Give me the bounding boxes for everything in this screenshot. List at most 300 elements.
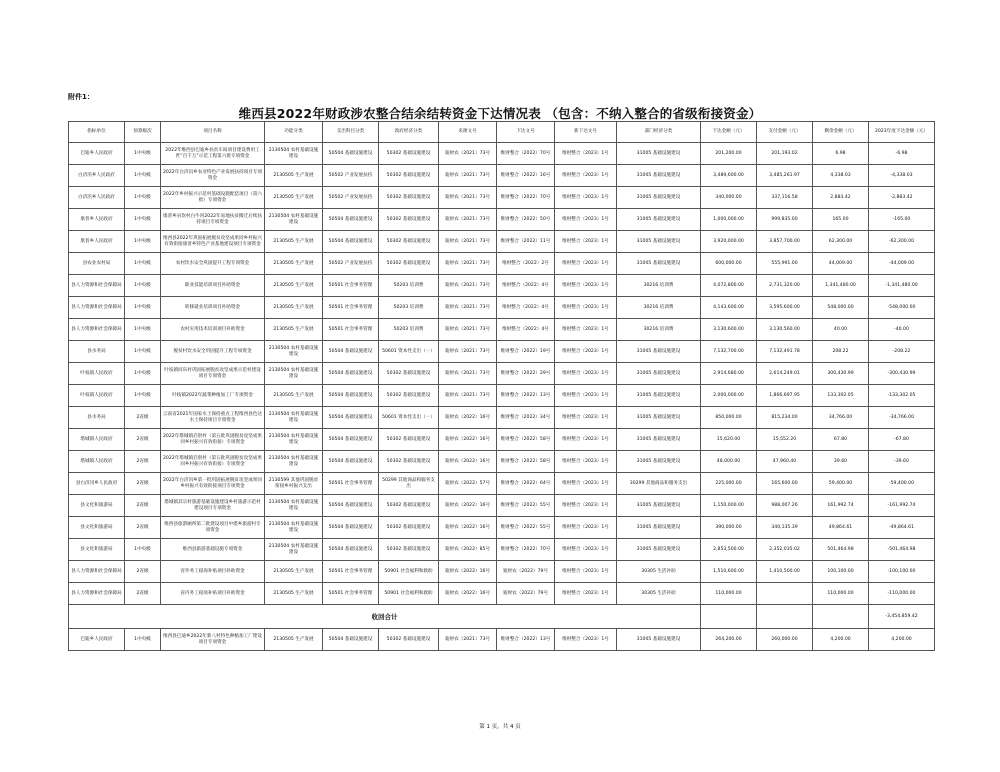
table-cell	[757, 583, 813, 605]
table-cell: 1中央级	[125, 143, 161, 165]
table-cell: 50504 基础设施建设	[323, 231, 379, 253]
table-cell: 维财整合（2022）2号	[497, 253, 555, 275]
table-cell: 50203 培训费	[379, 275, 439, 297]
table-cell: 15,620.00	[701, 429, 757, 451]
table-cell: 巴迪乡人民政府	[69, 629, 125, 651]
table-cell: 迪财农（2022）16号	[439, 561, 497, 583]
table-cell: 1,341,480.00	[813, 275, 869, 297]
table-cell: 维财整合（2023）1号	[555, 341, 617, 363]
table-cell: 548,000.00	[813, 297, 869, 319]
table-cell: 维财整合（2023）1号	[555, 473, 617, 495]
table-cell: 4,200.00	[869, 629, 935, 651]
table-cell: 维财整合（2023）1号	[555, 539, 617, 561]
table-cell: 67.80	[813, 429, 869, 451]
table-cell: 2130504 农村基础设施建设	[265, 407, 323, 429]
table-cell: -110,000.00	[869, 583, 935, 605]
table-cell: 31005 基础设施建设	[617, 451, 701, 473]
table-cell: 维财整合（2022）4号	[497, 319, 555, 341]
table-cell: -39.60	[869, 451, 935, 473]
table-cell: 340,135.39	[757, 517, 813, 539]
table-cell: 省内务工稳岗补贴项目补助资金	[161, 583, 265, 605]
table-cell: 2130505 生产发展	[265, 297, 323, 319]
table-cell: 50302 基础设施建设	[379, 517, 439, 539]
summary-label: 收回合计	[69, 605, 701, 629]
table-cell: 2130505 生产发展	[265, 319, 323, 341]
table-cell: 迪财农（2021）73号	[439, 187, 497, 209]
page-title: 维西县2022年财政涉农整合结余结转资金下达情况表 （包含：不纳入整合的省级衔接资金）	[238, 106, 762, 121]
table-cell: 31005 基础设施建设	[617, 209, 701, 231]
table-row	[69, 473, 935, 495]
table-cell: 2022年乡村振兴示范村基础设施配套项目（第六批）专项资金	[161, 187, 265, 209]
table-cell: 2130504 农村基础设施建设	[265, 495, 323, 517]
header-cell: 指标单位	[69, 122, 125, 143]
table-cell: 维财整合（2022）29号	[497, 363, 555, 385]
table-cell: 50302 基础设施建设	[379, 363, 439, 385]
table-row	[69, 517, 935, 539]
table-cell: 维财整合（2023）1号	[555, 209, 617, 231]
table-cell: 迪财农（2022）16号	[439, 517, 497, 539]
table-cell: 31005 基础设施建设	[617, 253, 701, 275]
table-row	[69, 165, 935, 187]
table-row	[69, 629, 935, 651]
table-cell: 815,234.00	[757, 407, 813, 429]
table-cell: 1中央级	[125, 319, 161, 341]
table-cell: 2,914,680.00	[701, 363, 757, 385]
table-cell: 2省级	[125, 429, 161, 451]
table-cell: 县人力资源和社会保障局	[69, 319, 125, 341]
table-cell: 50501 社会事务管理	[323, 561, 379, 583]
table-cell: 31005 基础设施建设	[617, 363, 701, 385]
table-cell: 维财整合（2023）1号	[555, 561, 617, 583]
header-row	[69, 122, 935, 143]
table-cell: 31005 基础设施建设	[617, 143, 701, 165]
table-cell: 264,200.00	[701, 629, 757, 651]
table-cell: 维西县旅游厕所第二批建设项目中塔乡旅游村专项资金	[161, 517, 265, 539]
table-cell: 3,130,560.00	[757, 319, 813, 341]
table-cell: -161,992.74	[869, 495, 935, 517]
table-cell: 31005 基础设施建设	[617, 385, 701, 407]
table-cell: 3,489,600.00	[701, 165, 757, 187]
table-cell: 133,302.05	[813, 385, 869, 407]
table-cell: 1中央级	[125, 253, 161, 275]
table-cell: 50302 基础设施建设	[379, 231, 439, 253]
table-cell: 1中央级	[125, 231, 161, 253]
table-cell: 31005 基础设施建设	[617, 495, 701, 517]
table-cell: -4,338.03	[869, 165, 935, 187]
table-cell: 迪财农（2021）73号	[439, 253, 497, 275]
table-cell: 50504 基础设施建设	[323, 495, 379, 517]
table-cell: -165.00	[869, 209, 935, 231]
table-cell: 维财整合（2023）1号	[555, 495, 617, 517]
table-cell: 维财整合（2022）4号	[497, 275, 555, 297]
table-cell: 988,007.26	[757, 495, 813, 517]
table-cell: 31005 基础设施建设	[617, 407, 701, 429]
table-cell: 260,000.00	[757, 629, 813, 651]
table-cell: 维财整合（2022）70号	[497, 187, 555, 209]
table-cell: 云南省2021年国家水土保持重点工程维西县色达水土保持项目专项资金	[161, 407, 265, 429]
table-cell: 2省级	[125, 517, 161, 539]
table-cell: 康普乡岩坎村白牛河2022年易地扶贫搬迁后续扶持项目专项资金	[161, 209, 265, 231]
table-cell: 2130505 生产发展	[265, 275, 323, 297]
header-cell: 下达金额（元）	[701, 122, 757, 143]
table-cell: 转移就业培训项目补助资金	[161, 297, 265, 319]
table-cell: 迪财农（2021）73号	[439, 629, 497, 651]
table-cell: 31005 基础设施建设	[617, 341, 701, 363]
table-cell: -1,341,480.00	[869, 275, 935, 297]
table-cell: -59,400.00	[869, 473, 935, 495]
table-cell: 3,857,700.00	[757, 231, 813, 253]
table-cell: 1中央级	[125, 187, 161, 209]
header-cell: 支付金额（元）	[757, 122, 813, 143]
table-cell: 维财整合（2023）1号	[555, 407, 617, 429]
table-cell: 1,000,000.00	[701, 209, 757, 231]
table-cell: 50504 基础设施建设	[323, 143, 379, 165]
table-cell: 555,991.00	[757, 253, 813, 275]
table-cell: 维财整合（2023）1号	[555, 297, 617, 319]
table-cell: 50601 资本性支出（一）	[379, 407, 439, 429]
table-cell: 塔城镇其宗村旅游基础设施建设乡村旅游示范村建设项目专项资金	[161, 495, 265, 517]
summary-cell	[701, 605, 757, 629]
table-cell: 30305 生活补助	[617, 561, 701, 583]
table-cell: 维财整合（2022）70号	[497, 539, 555, 561]
table-cell: 201,200.00	[701, 143, 757, 165]
table-cell: -208.22	[869, 341, 935, 363]
table-cell: 维财整合（2023）1号	[555, 275, 617, 297]
table-cell: 迪财农（2022）57号	[439, 473, 497, 495]
table-cell: 50502 产业发展扶持	[323, 187, 379, 209]
table-cell: 1中央级	[125, 275, 161, 297]
table-row	[69, 385, 935, 407]
table-cell: 2130504 农村基础设施建设	[265, 143, 323, 165]
table-row	[69, 561, 935, 583]
table-cell: 50504 基础设施建设	[323, 407, 379, 429]
table-cell: 50501 社会事务管理	[323, 583, 379, 605]
table-cell: 维财整合（2023）1号	[555, 319, 617, 341]
table-cell: 维财整合（2023）1号	[555, 451, 617, 473]
table-cell: 农村实用技术培训项目补助资金	[161, 319, 265, 341]
table-cell: 2130504 农村基础设施建设	[265, 517, 323, 539]
table-cell: 维财整合（2023）1号	[555, 517, 617, 539]
table-cell: 康普乡人民政府	[69, 209, 125, 231]
table-cell: 迪财农（2022）16号	[439, 429, 497, 451]
table-cell: 维财整合（2023）1号	[555, 583, 617, 605]
table-cell: 999,835.00	[757, 209, 813, 231]
table-cell: 维财整合（2022）11号	[497, 231, 555, 253]
table-cell: 50302 基础设施建设	[379, 629, 439, 651]
table-cell: 康普乡人民政府	[69, 231, 125, 253]
table-cell: 850,000.00	[701, 407, 757, 429]
table-cell: 50302 基础设施建设	[379, 429, 439, 451]
table-cell: -44,009.00	[869, 253, 935, 275]
table-cell: 50504 基础设施建设	[323, 539, 379, 561]
header-cell: 部门经济分类	[617, 122, 701, 143]
table-cell: 2省级	[125, 407, 161, 429]
table-cell: 1中央级	[125, 363, 161, 385]
table-cell: 6.98	[813, 143, 869, 165]
table-cell: 3,130,600.00	[701, 319, 757, 341]
table-cell: 2省级	[125, 451, 161, 473]
table-cell: 50302 基础设施建设	[379, 209, 439, 231]
table-cell: 50302 基础设施建设	[379, 143, 439, 165]
table-cell: 31005 基础设施建设	[617, 629, 701, 651]
table-cell: 501,464.98	[813, 539, 869, 561]
table-cell: 31005 基础设施建设	[617, 231, 701, 253]
table-cell: 1,510,600.00	[701, 561, 757, 583]
table-cell: 维财整合（2022）55号	[497, 517, 555, 539]
table-cell: 4,338.03	[813, 165, 869, 187]
table-cell: -548,000.00	[869, 297, 935, 319]
table-cell: 2,352,035.02	[757, 539, 813, 561]
table-row	[69, 451, 935, 473]
table-cell: -34,766.00	[869, 407, 935, 429]
table-cell: 白济汛乡人民政府	[69, 165, 125, 187]
table-cell: 2130505 生产发展	[265, 385, 323, 407]
annex-label: 附件1：	[68, 93, 94, 101]
table-cell: 维财整合（2023）1号	[555, 231, 617, 253]
table-cell: 44,009.00	[813, 253, 869, 275]
table-cell: 50504 基础设施建设	[323, 429, 379, 451]
table-cell: 2130504 农村基础设施建设	[265, 539, 323, 561]
table-cell: 职业技能培训项目补助资金	[161, 275, 265, 297]
table-cell: 2022年塔城镇启别村（第五批巩固脱贫攻坚成果同乡村振兴有效衔接）专项资金	[161, 429, 265, 451]
table-cell: 2省级	[125, 583, 161, 605]
table-cell: 3,595,600.00	[757, 297, 813, 319]
table-row	[69, 363, 935, 385]
table-cell: 50501 社会事务管理	[323, 319, 379, 341]
table-cell: 110,000.00	[701, 583, 757, 605]
header-cell: 新下达文号	[555, 122, 617, 143]
table-cell: 50302 基础设施建设	[379, 187, 439, 209]
table-cell: 维财整合（2022）13号	[497, 385, 555, 407]
table-cell: 50302 基础设施建设	[379, 165, 439, 187]
table-cell: 50302 基础设施建设	[379, 495, 439, 517]
header-cell: 剩余金额（元）	[813, 122, 869, 143]
table-row	[69, 429, 935, 451]
table-cell: 迪财农（2021）73号	[439, 143, 497, 165]
header-cell: 2023年度下达金额（元）	[869, 122, 935, 143]
table-cell: 县人力资源和社会保障局	[69, 275, 125, 297]
summary-row	[69, 605, 935, 629]
summary-cell	[813, 605, 869, 629]
table-cell: 161,992.74	[813, 495, 869, 517]
table-cell: 叶枝镇人民政府	[69, 363, 125, 385]
table-cell: 2130505 生产发展	[265, 583, 323, 605]
table-cell: 300,430.99	[813, 363, 869, 385]
table-cell: 48,000.00	[701, 451, 757, 473]
table-cell: 40.00	[813, 319, 869, 341]
table-cell: -2,883.42	[869, 187, 935, 209]
table-cell: 34,766.00	[813, 407, 869, 429]
table-cell: 塔城镇人民政府	[69, 429, 125, 451]
table-cell: 迪财农（2022）16号	[439, 583, 497, 605]
table-cell: -67.80	[869, 429, 935, 451]
table-cell: 50302 基础设施建设	[379, 539, 439, 561]
table-cell: 62,300.00	[813, 231, 869, 253]
table-cell: 叶枝镇人民政府	[69, 385, 125, 407]
table-cell: 县人力资源和社会保障局	[69, 297, 125, 319]
table-cell: 迪财农（2022）16号	[439, 407, 497, 429]
table-cell: 3,920,000.00	[701, 231, 757, 253]
table-row	[69, 407, 935, 429]
table-cell: 59,400.00	[813, 473, 869, 495]
table-cell: 50504 基础设施建设	[323, 451, 379, 473]
table-cell: 迪财农（2022）79号	[497, 583, 555, 605]
table-cell: 50302 基础设施建设	[379, 385, 439, 407]
table-cell: 1中央级	[125, 165, 161, 187]
table-cell: 维财整合（2023）1号	[555, 629, 617, 651]
table-cell: 县文化和旅游局	[69, 517, 125, 539]
table-cell: 50504 基础设施建设	[323, 209, 379, 231]
table-cell: 31005 基础设施建设	[617, 517, 701, 539]
table-cell: 2省级	[125, 495, 161, 517]
table-cell: 30299 其他商品和服务支出	[617, 473, 701, 495]
table-cell: 30216 培训费	[617, 297, 701, 319]
table-cell: 1中央级	[125, 297, 161, 319]
table-cell: 2130505 生产发展	[265, 253, 323, 275]
table-row	[69, 231, 935, 253]
table-cell: 维财整合（2022）70号	[497, 143, 555, 165]
header-cell: 下达文号	[497, 122, 555, 143]
table-cell: 50501 社会事务管理	[323, 297, 379, 319]
table-cell: 2省级	[125, 561, 161, 583]
table-cell: 维财整合（2022）50号	[497, 209, 555, 231]
table-cell: 维财整合（2023）1号	[555, 187, 617, 209]
table-cell: 脱贫村饮水安全巩固提升工程专项资金	[161, 341, 265, 363]
table-cell: 迪财农（2022）85号	[439, 539, 497, 561]
table-cell: 110,000.00	[813, 583, 869, 605]
table-cell: 维财整合（2022）13号	[497, 629, 555, 651]
table-cell: 维财整合（2023）1号	[555, 143, 617, 165]
table-cell: 50504 基础设施建设	[323, 385, 379, 407]
table-cell: 迪财农（2021）73号	[439, 385, 497, 407]
table-cell: 1,410,500.00	[757, 561, 813, 583]
table-cell: 50299 其他商品和服务支出	[379, 473, 439, 495]
table-cell: 巴迪乡人民政府	[69, 143, 125, 165]
table-cell: -6.98	[869, 143, 935, 165]
table-cell: 47,960.40	[757, 451, 813, 473]
table-cell: 31005 基础设施建设	[617, 429, 701, 451]
table-cell: 50203 培训费	[379, 319, 439, 341]
table-cell: 维财整合（2023）1号	[555, 165, 617, 187]
table-cell: 迪财农（2021）73号	[439, 297, 497, 319]
table-cell: 2130505 生产发展	[265, 629, 323, 651]
table-cell: 2130505 生产发展	[265, 165, 323, 187]
table-cell: 49,864.61	[813, 517, 869, 539]
table-cell: 2130504 农村基础设施建设	[265, 209, 323, 231]
table-cell: 2,853,500.00	[701, 539, 757, 561]
table-cell: 维财整合（2022）34号	[497, 407, 555, 429]
table-row	[69, 297, 935, 319]
table-cell: -133,302.05	[869, 385, 935, 407]
header-cell: 功能分类	[265, 122, 323, 143]
table-cell: 2,731,320.00	[757, 275, 813, 297]
table-cell: 迪财农（2021）73号	[439, 341, 497, 363]
table-cell: 2022年白济汛乡第一批巩固拓展脱贫攻坚成果同乡村振兴有效衔接项目专项资金	[161, 473, 265, 495]
table-cell: 1中央级	[125, 385, 161, 407]
table-cell: 100,100.00	[813, 561, 869, 583]
table-cell: 迪财农（2021）73号	[439, 363, 497, 385]
table-cell: 县水务局	[69, 341, 125, 363]
table-cell: 县白济汛乡人民政府	[69, 473, 125, 495]
table-cell: 50504 基础设施建设	[323, 363, 379, 385]
table-cell: 维西县2022年巩固拓展脱贫攻坚成果同乡村振兴有效衔接康普乡特色产业基地建设项目专项资金	[161, 231, 265, 253]
table-cell: 迪财农（2021）73号	[439, 165, 497, 187]
table-cell: 7,132,491.78	[757, 341, 813, 363]
page-footer: 第 1 页，共 4 页	[479, 724, 521, 730]
table-cell: 3,485,261.97	[757, 165, 813, 187]
table-cell: 叶枝镇同乐村巩固拓展脱贫攻坚成果示范村建设项目专项资金	[161, 363, 265, 385]
table-cell: 2130504 农村基础设施建设	[265, 429, 323, 451]
table-cell: 农村饮水安全巩固提升工程专项资金	[161, 253, 265, 275]
table-cell: 4,072,800.00	[701, 275, 757, 297]
table-cell: 2130505 生产发展	[265, 187, 323, 209]
table-row	[69, 253, 935, 275]
table-cell: 2130504 农村基础设施建设	[265, 363, 323, 385]
table-cell: 340,000.00	[701, 187, 757, 209]
table-cell: 维财整合（2022）4号	[497, 297, 555, 319]
table-cell: 2,883.42	[813, 187, 869, 209]
table-cell: 50502 产业发展扶持	[323, 165, 379, 187]
table-cell: 迪财农（2021）73号	[439, 275, 497, 297]
table-cell: -501,464.98	[869, 539, 935, 561]
table-cell: 50302 基础设施建设	[379, 253, 439, 275]
table-cell: 县文化和旅游局	[69, 495, 125, 517]
table-cell: 50501 社会事务管理	[323, 473, 379, 495]
table-cell: 2省级	[125, 473, 161, 495]
table-cell: -100,100.00	[869, 561, 935, 583]
table-cell: 50504 基础设施建设	[323, 517, 379, 539]
table-cell: 337,116.58	[757, 187, 813, 209]
table-cell: 50501 社会事务管理	[323, 275, 379, 297]
header-cell: 项目名称	[161, 122, 265, 143]
table-cell: 2022年白济汛乡农业特色产业发展扶持项目专项资金	[161, 165, 265, 187]
table-cell: 维财整合（2022）19号	[497, 341, 555, 363]
table-cell: 县人力资源和社会保障局	[69, 561, 125, 583]
table-cell: 维西县巴迪乡2022年新八村特色种植加工厂建设项目专项资金	[161, 629, 265, 651]
table-cell: 维财整合（2022）64号	[497, 473, 555, 495]
table-cell: 225,000.00	[701, 473, 757, 495]
table-cell: 2,000,000.00	[701, 385, 757, 407]
table-cell: 1中央级	[125, 629, 161, 651]
table-cell: 201,193.02	[757, 143, 813, 165]
table-cell: 县文化和旅游局	[69, 539, 125, 561]
table-cell: 维西县旅游基础设施专项资金	[161, 539, 265, 561]
table-cell: 迪财农（2021）73号	[439, 231, 497, 253]
table-cell: 39.60	[813, 451, 869, 473]
table-cell: 省外务工稳岗补贴项目补助资金	[161, 561, 265, 583]
table-row	[69, 583, 935, 605]
table-cell: 165,600.00	[757, 473, 813, 495]
header-cell: 政府经济分类	[379, 122, 439, 143]
table-cell: 31005 基础设施建设	[617, 165, 701, 187]
table-cell: 31005 基础设施建设	[617, 539, 701, 561]
table-row	[69, 143, 935, 165]
table-row	[69, 275, 935, 297]
table-cell: -40.00	[869, 319, 935, 341]
table-cell: -49,864.61	[869, 517, 935, 539]
table-cell: 维财整合（2022）16号	[497, 165, 555, 187]
table-cell: 1,866,697.95	[757, 385, 813, 407]
table-cell: 50502 产业发展扶持	[323, 253, 379, 275]
table-cell: 叶枝镇2022年蔬菜种植加工厂专项资金	[161, 385, 265, 407]
table-cell: 7,132,700.00	[701, 341, 757, 363]
table-cell: 维财整合（2023）1号	[555, 385, 617, 407]
table-cell: 1中央级	[125, 209, 161, 231]
table-row	[69, 539, 935, 561]
table-cell: 30216 培训费	[617, 275, 701, 297]
table-row	[69, 209, 935, 231]
table-row	[69, 319, 935, 341]
